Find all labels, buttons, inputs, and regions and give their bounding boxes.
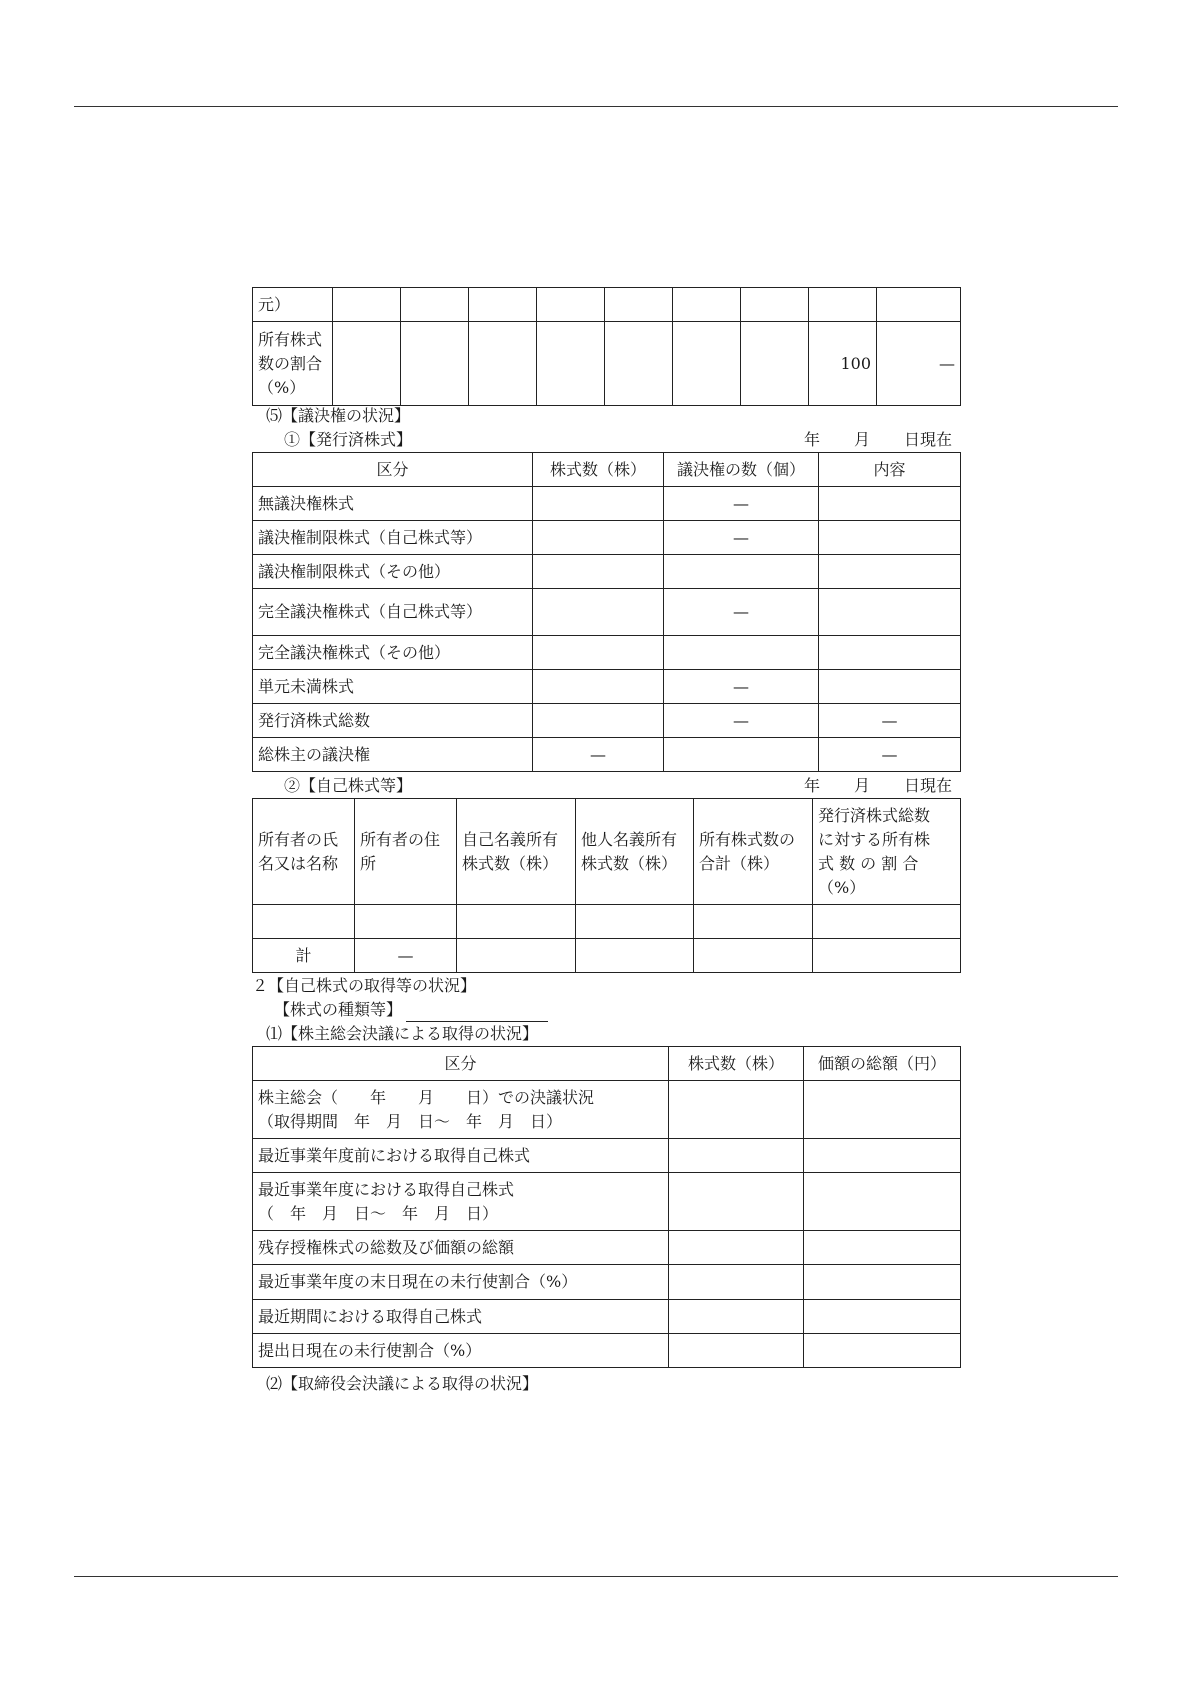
row-label [253, 322, 333, 406]
section-heading: ⑸【議決権の状況】 [266, 406, 411, 425]
row-label: 最近事業年度前における取得自己株式 [253, 1139, 669, 1173]
row-label: 単元未満株式 [253, 670, 533, 704]
kind-blank [406, 1003, 548, 1022]
row-label-line: （%） [258, 377, 306, 397]
row-label: 元） [253, 288, 333, 322]
table-row [253, 1300, 961, 1334]
sub1-heading: ⑴【株主総会決議による取得の状況】 [266, 1024, 539, 1043]
row-label: 株主総会（ 年 月 日）での決議状況 （取得期間 年 月 日～ 年 月 日） [253, 1081, 669, 1139]
shares-cell [533, 487, 664, 521]
row-label: 最近事業年度の末日現在の未行使割合（%） [253, 1265, 669, 1300]
table-row [253, 322, 961, 406]
votes-cell [664, 636, 819, 670]
shares-cell [533, 555, 664, 589]
col-header: 内容 [819, 453, 961, 487]
content-cell [819, 555, 961, 589]
issued-shares-table [252, 452, 961, 772]
shares-cell: — [533, 738, 664, 772]
total-address: — [355, 939, 457, 973]
table-header [253, 1047, 961, 1081]
table-row [253, 1334, 961, 1368]
issued-heading: ①【発行済株式】 [284, 430, 413, 449]
date-month: 月 [853, 776, 870, 795]
table-row [253, 704, 961, 738]
row-label: 残存授権株式の総数及び価額の総額 [253, 1231, 669, 1265]
col-header: 価額の総額（円） [804, 1047, 961, 1081]
row-label: 提出日現在の未行使割合（%） [253, 1334, 669, 1368]
row-label: 無議決権株式 [253, 487, 533, 521]
kind-label-text: 【株式の種類等】 [274, 1000, 403, 1019]
shares-cell [533, 704, 664, 738]
table-row [253, 1139, 961, 1173]
table-header [253, 453, 961, 487]
votes-cell [664, 555, 819, 589]
col-header: 株式数（株） [533, 453, 664, 487]
content-cell: — [819, 738, 961, 772]
row-label: 総株主の議決権 [253, 738, 533, 772]
table-row [253, 670, 961, 704]
date-day: 日現在 [903, 430, 952, 449]
treasury-shares-table [252, 798, 961, 973]
kind-label [274, 998, 548, 1022]
bottom-rule [74, 1576, 1118, 1577]
row-label-line: 所有株式 [258, 329, 323, 349]
table-row [253, 555, 961, 589]
acquisition-table [252, 1046, 961, 1368]
sub2-heading: ⑵【取締役会決議による取得の状況】 [266, 1374, 539, 1393]
as-of-date [770, 428, 952, 452]
table-row [253, 636, 961, 670]
content-cell [819, 589, 961, 636]
row-label: 最近事業年度における取得自己株式 （ 年 月 日～ 年 月 日） [253, 1173, 669, 1231]
last-cell: — [877, 322, 961, 406]
votes-cell: — [664, 704, 819, 738]
votes-cell: — [664, 670, 819, 704]
row-label: 完全議決権株式（自己株式等） [253, 589, 533, 636]
content-cell [819, 636, 961, 670]
row-label: 最近期間における取得自己株式 [253, 1300, 669, 1334]
row-label: 議決権制限株式（その他） [253, 555, 533, 589]
table-row [253, 1231, 961, 1265]
col-header: 発行済株式総数 に対する所有株 式 数 の 割 合 （%） [813, 799, 961, 905]
total-percent: 100 [809, 322, 877, 406]
shares-cell [533, 589, 664, 636]
date-year: 年 [803, 776, 820, 795]
col-header: 他人名義所有 株式数（株） [576, 799, 694, 905]
table-row [253, 288, 961, 322]
as-of-date [770, 774, 952, 798]
row-label: 発行済株式総数 [253, 704, 533, 738]
table-row [253, 487, 961, 521]
votes-cell: — [664, 521, 819, 555]
content-cell [819, 487, 961, 521]
top-rule [74, 106, 1118, 107]
table-header [253, 799, 961, 905]
shares-cell [533, 636, 664, 670]
col-header: 株式数（株） [669, 1047, 804, 1081]
date-year: 年 [803, 430, 820, 449]
content-cell [819, 670, 961, 704]
content-cell [819, 521, 961, 555]
votes-cell [664, 738, 819, 772]
section-heading: ２【自己株式の取得等の状況】 [252, 976, 477, 995]
shares-cell [533, 670, 664, 704]
votes-cell: — [664, 589, 819, 636]
col-header: 自己名義所有 株式数（株） [457, 799, 576, 905]
content-cell: — [819, 704, 961, 738]
votes-cell: — [664, 487, 819, 521]
row-label: 完全議決権株式（その他） [253, 636, 533, 670]
ownership-table-section [252, 287, 960, 406]
total-label: 計 [253, 939, 355, 973]
ownership-table [252, 287, 961, 406]
table-row [253, 939, 961, 973]
row-label: 議決権制限株式（自己株式等） [253, 521, 533, 555]
col-header: 所有者の住 所 [355, 799, 457, 905]
treasury-heading: ②【自己株式等】 [284, 776, 413, 795]
col-header: 議決権の数（個） [664, 453, 819, 487]
col-header: 所有者の氏 名又は名称 [253, 799, 355, 905]
col-header: 所有株式数の 合計（株） [694, 799, 813, 905]
table-row [253, 905, 961, 939]
table-row [253, 589, 961, 636]
table-row [253, 738, 961, 772]
table-row [253, 1265, 961, 1300]
col-header: 区分 [253, 453, 533, 487]
date-month: 月 [853, 430, 870, 449]
col-header: 区分 [253, 1047, 669, 1081]
shares-cell [533, 521, 664, 555]
table-row [253, 521, 961, 555]
table-row [253, 1081, 961, 1139]
date-day: 日現在 [903, 776, 952, 795]
row-label-line: 数の割合 [258, 353, 323, 373]
table-row [253, 1173, 961, 1231]
